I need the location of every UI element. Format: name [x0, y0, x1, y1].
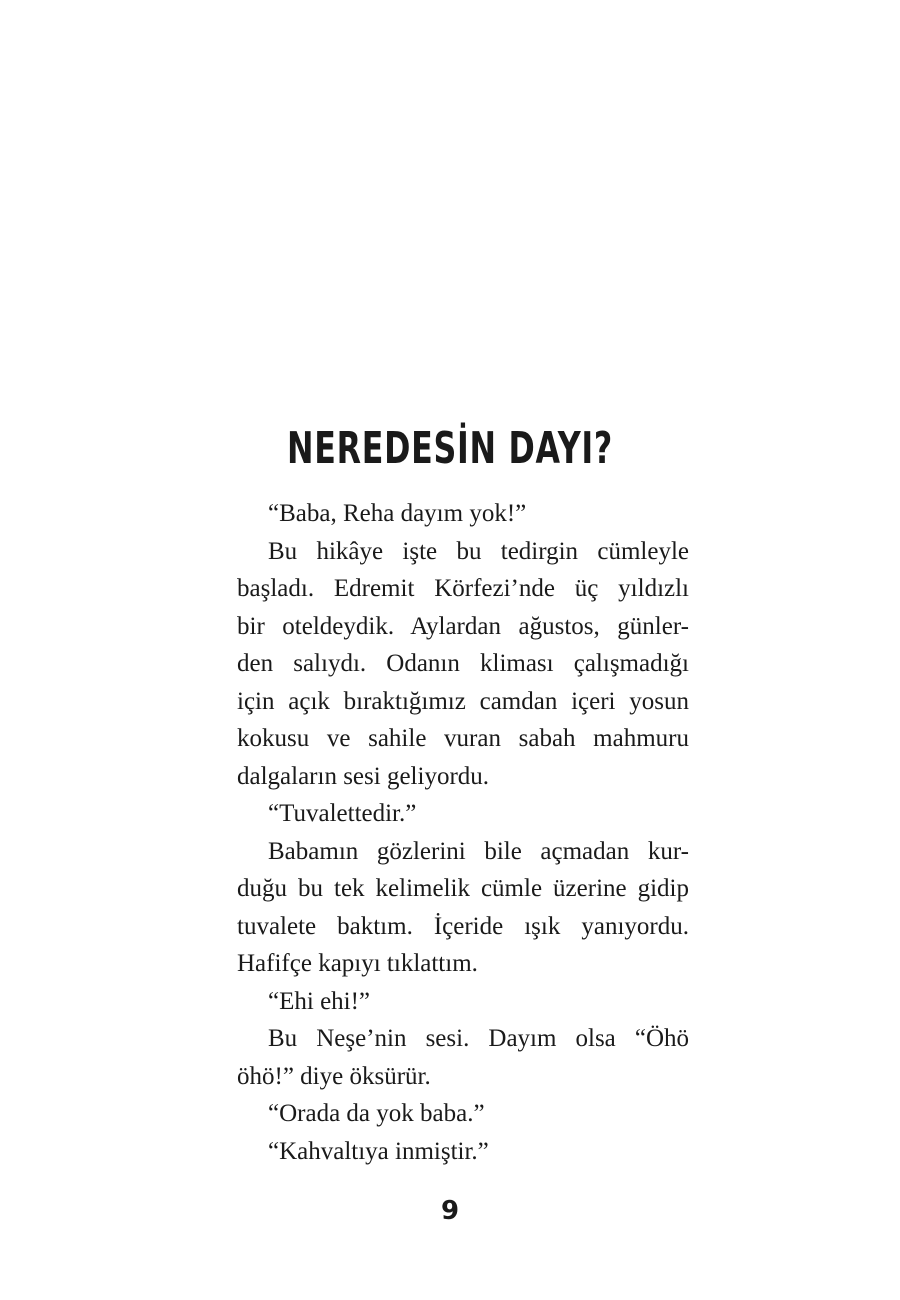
body-text	[237, 495, 689, 1170]
paragraph	[237, 1020, 689, 1095]
paragraph	[237, 1133, 689, 1171]
text-line: den salıydı. Odanın kliması çalışmadığı	[237, 650, 689, 677]
text-line: öhö!” diye öksürür.	[237, 1062, 431, 1090]
paragraph	[237, 495, 689, 533]
text-line: Hafifçe kapıyı tıklattım.	[237, 950, 478, 977]
paragraph	[237, 533, 689, 796]
text-line: Bu Neşe’nin sesi. Dayım olsa “Öhö	[268, 1025, 689, 1052]
paragraph	[237, 1095, 689, 1133]
paragraph	[237, 833, 689, 983]
text-line: bir oteldeydik. Aylardan ağustos, günler-	[237, 612, 689, 640]
paragraph	[237, 983, 689, 1021]
paragraph	[237, 795, 689, 833]
text-line: “Baba, Reha dayım yok!”	[268, 500, 527, 527]
text-line: “Orada da yok baba.”	[268, 1100, 485, 1127]
text-line: “Kahvaltıya inmiştir.”	[268, 1137, 489, 1165]
text-line: “Ehi ehi!”	[268, 987, 371, 1015]
text-line: Bu hikâye işte bu tedirgin cümleyle	[268, 537, 689, 565]
text-line: dalgaların sesi geliyordu.	[237, 762, 490, 790]
page-number: 9	[440, 1196, 460, 1226]
text-line: Babamın gözlerini bile açmadan kur-	[268, 837, 689, 865]
text-line: için açık bıraktığımız camdan içeri yosun	[237, 687, 689, 715]
text-line: tuvalete baktım. İçeride ışık yanıyordu.	[237, 912, 689, 940]
text-line: kokusu ve sahile vuran sabah mahmuru	[237, 725, 689, 752]
text-line: “Tuvalettedir.”	[268, 800, 417, 827]
text-line: duğu bu tek kelimelik cümle üzerine gidip	[237, 875, 689, 902]
text-line: başladı. Edremit Körfezi’nde üç yıldızlı	[237, 575, 689, 602]
chapter-title: NEREDESİN DAYI?	[287, 423, 613, 474]
